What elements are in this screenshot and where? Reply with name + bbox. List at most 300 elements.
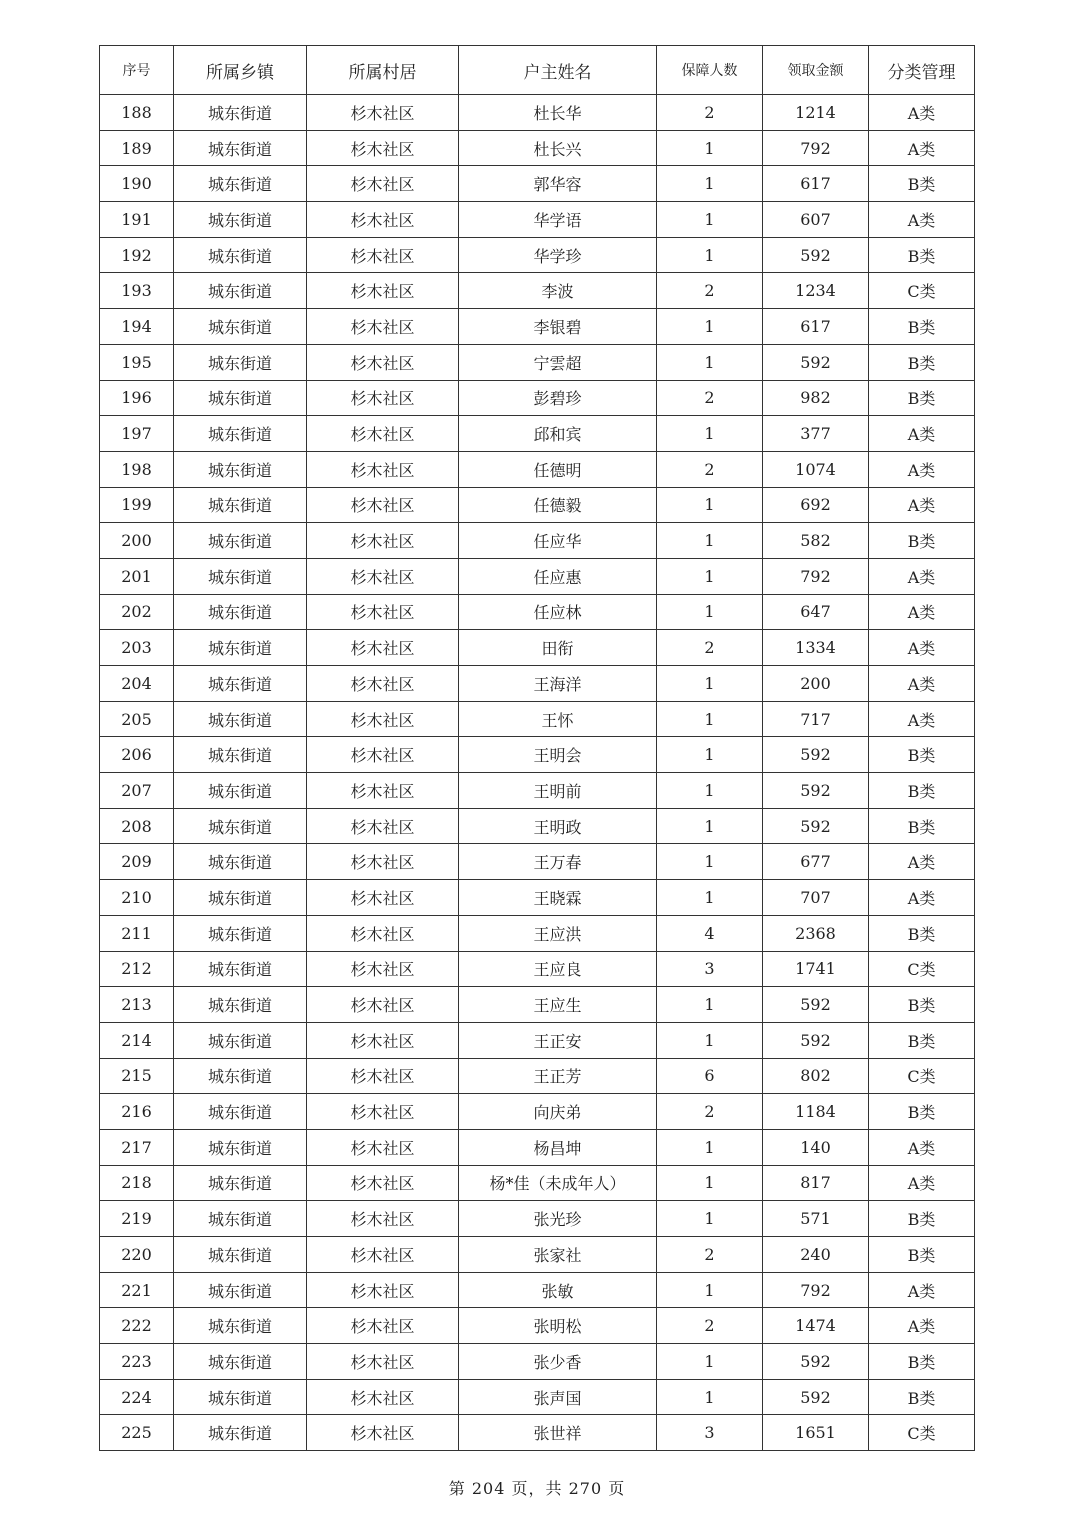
householder-name-cell: 张明松 [459, 1308, 657, 1344]
township-cell: 城东街道 [174, 202, 307, 238]
serial-number-cell: 211 [100, 915, 174, 951]
householder-name-cell: 王应生 [459, 987, 657, 1023]
category-cell: B类 [869, 1344, 975, 1380]
table-row [100, 1272, 975, 1308]
serial-number-cell: 190 [100, 166, 174, 202]
serial-number-cell: 200 [100, 523, 174, 559]
householder-name-cell: 李银碧 [459, 309, 657, 345]
covered-persons-cell: 1 [657, 1344, 763, 1380]
amount-cell: 802 [763, 1058, 869, 1094]
township-cell: 城东街道 [174, 1022, 307, 1058]
amount-cell: 1651 [763, 1415, 869, 1451]
table-row [100, 1094, 975, 1130]
category-cell: A类 [869, 451, 975, 487]
serial-number-cell: 212 [100, 951, 174, 987]
householder-name-cell: 杨*佳（未成年人） [459, 1165, 657, 1201]
table-row [100, 951, 975, 987]
amount-cell: 592 [763, 737, 869, 773]
category-cell: C类 [869, 273, 975, 309]
table-row [100, 737, 975, 773]
township-cell: 城东街道 [174, 380, 307, 416]
amount-cell: 200 [763, 666, 869, 702]
category-cell: B类 [869, 1237, 975, 1273]
category-cell: B类 [869, 1094, 975, 1130]
village-cell: 杉木社区 [307, 915, 459, 951]
village-cell: 杉木社区 [307, 987, 459, 1023]
serial-number-cell: 213 [100, 987, 174, 1023]
table-row [100, 1237, 975, 1273]
covered-persons-cell: 2 [657, 451, 763, 487]
table-row [100, 773, 975, 809]
amount-cell: 592 [763, 1344, 869, 1380]
amount-cell: 792 [763, 558, 869, 594]
header-covered-persons: 保障人数 [657, 46, 763, 95]
amount-cell: 1334 [763, 630, 869, 666]
amount-cell: 592 [763, 1022, 869, 1058]
covered-persons-cell: 3 [657, 951, 763, 987]
header-township: 所属乡镇 [174, 46, 307, 95]
serial-number-cell: 215 [100, 1058, 174, 1094]
table-header-row [100, 46, 975, 95]
category-cell: B类 [869, 915, 975, 951]
householder-name-cell: 任德明 [459, 451, 657, 487]
covered-persons-cell: 3 [657, 1415, 763, 1451]
amount-cell: 1234 [763, 273, 869, 309]
township-cell: 城东街道 [174, 987, 307, 1023]
serial-number-cell: 217 [100, 1129, 174, 1165]
covered-persons-cell: 1 [657, 987, 763, 1023]
category-cell: A类 [869, 1129, 975, 1165]
village-cell: 杉木社区 [307, 951, 459, 987]
table-row [100, 1129, 975, 1165]
covered-persons-cell: 1 [657, 773, 763, 809]
township-cell: 城东街道 [174, 487, 307, 523]
category-cell: A类 [869, 1272, 975, 1308]
table-row [100, 1308, 975, 1344]
table-row [100, 1165, 975, 1201]
village-cell: 杉木社区 [307, 487, 459, 523]
header-amount: 领取金额 [763, 46, 869, 95]
village-cell: 杉木社区 [307, 1344, 459, 1380]
township-cell: 城东街道 [174, 130, 307, 166]
amount-cell: 240 [763, 1237, 869, 1273]
serial-number-cell: 195 [100, 344, 174, 380]
category-cell: A类 [869, 630, 975, 666]
category-cell: B类 [869, 1201, 975, 1237]
table-row [100, 808, 975, 844]
township-cell: 城东街道 [174, 1237, 307, 1273]
amount-cell: 1184 [763, 1094, 869, 1130]
township-cell: 城东街道 [174, 951, 307, 987]
serial-number-cell: 193 [100, 273, 174, 309]
amount-cell: 717 [763, 701, 869, 737]
amount-cell: 1741 [763, 951, 869, 987]
category-cell: B类 [869, 166, 975, 202]
table-row [100, 309, 975, 345]
village-cell: 杉木社区 [307, 737, 459, 773]
covered-persons-cell: 1 [657, 1272, 763, 1308]
householder-name-cell: 王明会 [459, 737, 657, 773]
amount-cell: 707 [763, 880, 869, 916]
householder-name-cell: 张声国 [459, 1379, 657, 1415]
serial-number-cell: 214 [100, 1022, 174, 1058]
serial-number-cell: 202 [100, 594, 174, 630]
village-cell: 杉木社区 [307, 1272, 459, 1308]
table-row [100, 630, 975, 666]
serial-number-cell: 216 [100, 1094, 174, 1130]
amount-cell: 1474 [763, 1308, 869, 1344]
amount-cell: 592 [763, 808, 869, 844]
category-cell: B类 [869, 1022, 975, 1058]
category-cell: B类 [869, 1379, 975, 1415]
page-footer: 第 204 页，共 270 页 [448, 1479, 626, 1498]
village-cell: 杉木社区 [307, 844, 459, 880]
village-cell: 杉木社区 [307, 701, 459, 737]
covered-persons-cell: 1 [657, 130, 763, 166]
table-row [100, 202, 975, 238]
village-cell: 杉木社区 [307, 594, 459, 630]
householder-name-cell: 任应华 [459, 523, 657, 559]
covered-persons-cell: 1 [657, 1022, 763, 1058]
table-row [100, 523, 975, 559]
householder-name-cell: 华学珍 [459, 237, 657, 273]
householder-name-cell: 杨昌坤 [459, 1129, 657, 1165]
amount-cell: 1074 [763, 451, 869, 487]
covered-persons-cell: 1 [657, 558, 763, 594]
householder-name-cell: 杜长华 [459, 95, 657, 131]
township-cell: 城东街道 [174, 630, 307, 666]
covered-persons-cell: 1 [657, 487, 763, 523]
category-cell: A类 [869, 202, 975, 238]
village-cell: 杉木社区 [307, 1308, 459, 1344]
township-cell: 城东街道 [174, 451, 307, 487]
householder-name-cell: 王应良 [459, 951, 657, 987]
township-cell: 城东街道 [174, 416, 307, 452]
village-cell: 杉木社区 [307, 1129, 459, 1165]
village-cell: 杉木社区 [307, 666, 459, 702]
householder-name-cell: 王正芳 [459, 1058, 657, 1094]
covered-persons-cell: 1 [657, 309, 763, 345]
village-cell: 杉木社区 [307, 1415, 459, 1451]
table-row [100, 1344, 975, 1380]
table-row [100, 1379, 975, 1415]
householder-name-cell: 张世祥 [459, 1415, 657, 1451]
village-cell: 杉木社区 [307, 309, 459, 345]
serial-number-cell: 192 [100, 237, 174, 273]
category-cell: A类 [869, 487, 975, 523]
township-cell: 城东街道 [174, 166, 307, 202]
covered-persons-cell: 2 [657, 630, 763, 666]
amount-cell: 1214 [763, 95, 869, 131]
serial-number-cell: 225 [100, 1415, 174, 1451]
covered-persons-cell: 1 [657, 166, 763, 202]
township-cell: 城东街道 [174, 844, 307, 880]
village-cell: 杉木社区 [307, 1237, 459, 1273]
township-cell: 城东街道 [174, 309, 307, 345]
covered-persons-cell: 1 [657, 844, 763, 880]
table-row [100, 380, 975, 416]
serial-number-cell: 207 [100, 773, 174, 809]
covered-persons-cell: 2 [657, 380, 763, 416]
covered-persons-cell: 1 [657, 880, 763, 916]
covered-persons-cell: 1 [657, 594, 763, 630]
village-cell: 杉木社区 [307, 202, 459, 238]
serial-number-cell: 188 [100, 95, 174, 131]
covered-persons-cell: 4 [657, 915, 763, 951]
village-cell: 杉木社区 [307, 630, 459, 666]
householder-name-cell: 邱和宾 [459, 416, 657, 452]
category-cell: A类 [869, 416, 975, 452]
amount-cell: 140 [763, 1129, 869, 1165]
serial-number-cell: 206 [100, 737, 174, 773]
householder-name-cell: 郭华容 [459, 166, 657, 202]
covered-persons-cell: 1 [657, 1379, 763, 1415]
township-cell: 城东街道 [174, 237, 307, 273]
township-cell: 城东街道 [174, 1415, 307, 1451]
householder-name-cell: 任应林 [459, 594, 657, 630]
covered-persons-cell: 2 [657, 1308, 763, 1344]
covered-persons-cell: 1 [657, 1165, 763, 1201]
township-cell: 城东街道 [174, 1058, 307, 1094]
header-village: 所属村居 [307, 46, 459, 95]
township-cell: 城东街道 [174, 95, 307, 131]
village-cell: 杉木社区 [307, 808, 459, 844]
serial-number-cell: 201 [100, 558, 174, 594]
serial-number-cell: 223 [100, 1344, 174, 1380]
category-cell: B类 [869, 773, 975, 809]
covered-persons-cell: 2 [657, 1237, 763, 1273]
category-cell: A类 [869, 701, 975, 737]
householder-name-cell: 田衔 [459, 630, 657, 666]
category-cell: A类 [869, 844, 975, 880]
householder-name-cell: 宁雲超 [459, 344, 657, 380]
township-cell: 城东街道 [174, 880, 307, 916]
table-row [100, 915, 975, 951]
table-row [100, 844, 975, 880]
township-cell: 城东街道 [174, 1165, 307, 1201]
village-cell: 杉木社区 [307, 1022, 459, 1058]
amount-cell: 592 [763, 773, 869, 809]
amount-cell: 582 [763, 523, 869, 559]
amount-cell: 607 [763, 202, 869, 238]
serial-number-cell: 210 [100, 880, 174, 916]
table-row [100, 558, 975, 594]
householder-name-cell: 张敏 [459, 1272, 657, 1308]
serial-number-cell: 199 [100, 487, 174, 523]
table-row [100, 1415, 975, 1451]
township-cell: 城东街道 [174, 915, 307, 951]
amount-cell: 592 [763, 237, 869, 273]
householder-name-cell: 王正安 [459, 1022, 657, 1058]
township-cell: 城东街道 [174, 1308, 307, 1344]
village-cell: 杉木社区 [307, 416, 459, 452]
table-body [100, 95, 975, 1451]
table-row [100, 344, 975, 380]
amount-cell: 377 [763, 416, 869, 452]
category-cell: C类 [869, 1415, 975, 1451]
serial-number-cell: 222 [100, 1308, 174, 1344]
category-cell: A类 [869, 95, 975, 131]
assistance-roster-table [99, 45, 975, 1451]
table-row [100, 451, 975, 487]
village-cell: 杉木社区 [307, 1058, 459, 1094]
covered-persons-cell: 1 [657, 737, 763, 773]
village-cell: 杉木社区 [307, 166, 459, 202]
householder-name-cell: 王应洪 [459, 915, 657, 951]
category-cell: A类 [869, 1165, 975, 1201]
village-cell: 杉木社区 [307, 95, 459, 131]
householder-name-cell: 王明政 [459, 808, 657, 844]
village-cell: 杉木社区 [307, 451, 459, 487]
table-row [100, 130, 975, 166]
township-cell: 城东街道 [174, 1094, 307, 1130]
header-serial-number: 序号 [100, 46, 174, 95]
village-cell: 杉木社区 [307, 1201, 459, 1237]
table-row [100, 666, 975, 702]
serial-number-cell: 198 [100, 451, 174, 487]
township-cell: 城东街道 [174, 1129, 307, 1165]
amount-cell: 592 [763, 987, 869, 1023]
amount-cell: 592 [763, 1379, 869, 1415]
village-cell: 杉木社区 [307, 1379, 459, 1415]
category-cell: B类 [869, 987, 975, 1023]
householder-name-cell: 任应惠 [459, 558, 657, 594]
village-cell: 杉木社区 [307, 773, 459, 809]
header-category: 分类管理 [869, 46, 975, 95]
amount-cell: 677 [763, 844, 869, 880]
householder-name-cell: 向庆弟 [459, 1094, 657, 1130]
amount-cell: 692 [763, 487, 869, 523]
category-cell: A类 [869, 880, 975, 916]
covered-persons-cell: 1 [657, 666, 763, 702]
covered-persons-cell: 1 [657, 416, 763, 452]
category-cell: A类 [869, 130, 975, 166]
serial-number-cell: 203 [100, 630, 174, 666]
category-cell: A类 [869, 558, 975, 594]
covered-persons-cell: 1 [657, 237, 763, 273]
serial-number-cell: 208 [100, 808, 174, 844]
table-row [100, 594, 975, 630]
village-cell: 杉木社区 [307, 380, 459, 416]
householder-name-cell: 李波 [459, 273, 657, 309]
table-row [100, 1022, 975, 1058]
serial-number-cell: 209 [100, 844, 174, 880]
serial-number-cell: 204 [100, 666, 174, 702]
township-cell: 城东街道 [174, 701, 307, 737]
township-cell: 城东街道 [174, 1201, 307, 1237]
serial-number-cell: 224 [100, 1379, 174, 1415]
amount-cell: 571 [763, 1201, 869, 1237]
village-cell: 杉木社区 [307, 344, 459, 380]
table-row [100, 1058, 975, 1094]
header-householder-name: 户主姓名 [459, 46, 657, 95]
householder-name-cell: 王晓霖 [459, 880, 657, 916]
serial-number-cell: 218 [100, 1165, 174, 1201]
township-cell: 城东街道 [174, 523, 307, 559]
category-cell: B类 [869, 237, 975, 273]
category-cell: B类 [869, 344, 975, 380]
householder-name-cell: 王海洋 [459, 666, 657, 702]
village-cell: 杉木社区 [307, 1165, 459, 1201]
amount-cell: 817 [763, 1165, 869, 1201]
serial-number-cell: 197 [100, 416, 174, 452]
table-row [100, 487, 975, 523]
category-cell: A类 [869, 666, 975, 702]
table-row [100, 273, 975, 309]
township-cell: 城东街道 [174, 773, 307, 809]
table-row [100, 95, 975, 131]
covered-persons-cell: 1 [657, 808, 763, 844]
householder-name-cell: 杜长兴 [459, 130, 657, 166]
serial-number-cell: 205 [100, 701, 174, 737]
village-cell: 杉木社区 [307, 558, 459, 594]
householder-name-cell: 张家社 [459, 1237, 657, 1273]
township-cell: 城东街道 [174, 1272, 307, 1308]
table-row [100, 880, 975, 916]
category-cell: B类 [869, 309, 975, 345]
covered-persons-cell: 1 [657, 1129, 763, 1165]
amount-cell: 592 [763, 344, 869, 380]
township-cell: 城东街道 [174, 594, 307, 630]
covered-persons-cell: 1 [657, 701, 763, 737]
village-cell: 杉木社区 [307, 523, 459, 559]
village-cell: 杉木社区 [307, 237, 459, 273]
township-cell: 城东街道 [174, 1379, 307, 1415]
category-cell: A类 [869, 594, 975, 630]
householder-name-cell: 张少香 [459, 1344, 657, 1380]
category-cell: B类 [869, 523, 975, 559]
amount-cell: 2368 [763, 915, 869, 951]
amount-cell: 617 [763, 309, 869, 345]
householder-name-cell: 张光珍 [459, 1201, 657, 1237]
category-cell: B类 [869, 380, 975, 416]
table-row [100, 166, 975, 202]
category-cell: C类 [869, 1058, 975, 1094]
householder-name-cell: 王万春 [459, 844, 657, 880]
category-cell: B类 [869, 808, 975, 844]
township-cell: 城东街道 [174, 666, 307, 702]
village-cell: 杉木社区 [307, 130, 459, 166]
table-row [100, 701, 975, 737]
village-cell: 杉木社区 [307, 273, 459, 309]
table-row [100, 987, 975, 1023]
serial-number-cell: 220 [100, 1237, 174, 1273]
township-cell: 城东街道 [174, 558, 307, 594]
table-row [100, 1201, 975, 1237]
householder-name-cell: 彭碧珍 [459, 380, 657, 416]
householder-name-cell: 任德毅 [459, 487, 657, 523]
serial-number-cell: 194 [100, 309, 174, 345]
category-cell: C类 [869, 951, 975, 987]
township-cell: 城东街道 [174, 1344, 307, 1380]
householder-name-cell: 华学语 [459, 202, 657, 238]
amount-cell: 792 [763, 1272, 869, 1308]
amount-cell: 647 [763, 594, 869, 630]
covered-persons-cell: 6 [657, 1058, 763, 1094]
covered-persons-cell: 2 [657, 1094, 763, 1130]
category-cell: B类 [869, 737, 975, 773]
amount-cell: 617 [763, 166, 869, 202]
covered-persons-cell: 1 [657, 523, 763, 559]
householder-name-cell: 王明前 [459, 773, 657, 809]
table-row [100, 416, 975, 452]
township-cell: 城东街道 [174, 273, 307, 309]
table-row [100, 237, 975, 273]
covered-persons-cell: 1 [657, 202, 763, 238]
village-cell: 杉木社区 [307, 880, 459, 916]
serial-number-cell: 219 [100, 1201, 174, 1237]
village-cell: 杉木社区 [307, 1094, 459, 1130]
